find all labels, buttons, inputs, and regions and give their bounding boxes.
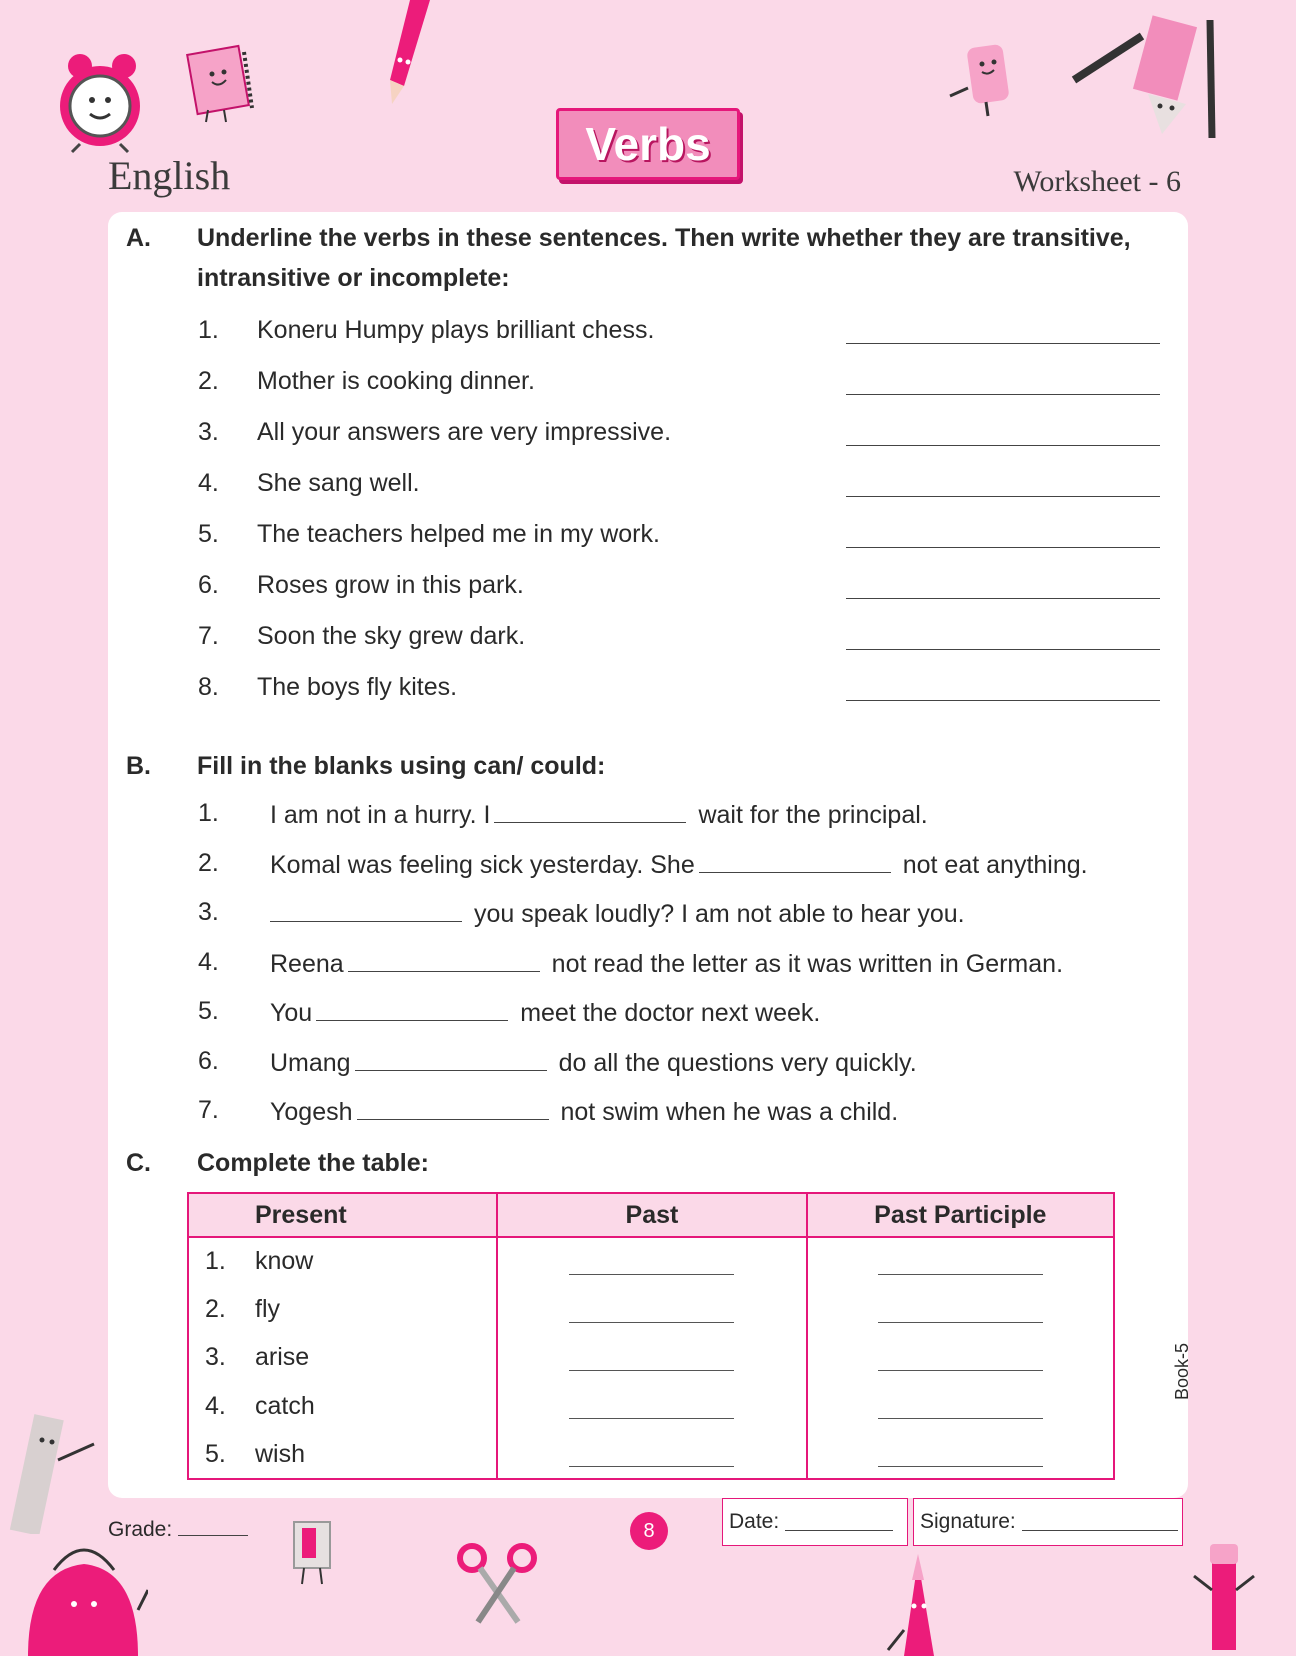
sentence-start: Umang [270,1049,351,1077]
ruler-pencil-icon [1070,10,1220,140]
section-a-item-number: 1. [198,316,219,344]
section-b-item-number: 6. [198,1047,219,1075]
section-c-instruction: Complete the table: [197,1149,429,1177]
fill-in-blank[interactable] [699,849,891,873]
section-b-sentence [270,849,1088,880]
past-cell [497,1285,806,1333]
eraser-icon [946,40,1026,120]
fill-in-blank[interactable] [316,997,508,1021]
grade-blank[interactable] [178,1518,248,1536]
verb-forms-table [187,1192,1115,1480]
section-a-item-number: 3. [198,418,219,446]
section-b-item-number: 5. [198,997,219,1025]
section-a-sentence: All your answers are very impressive. [257,418,672,446]
present-cell [188,1334,497,1382]
section-a-item-number: 5. [198,520,219,548]
section-a-item-number: 7. [198,622,219,650]
table-row [188,1285,1114,1333]
row-number: 3. [205,1343,226,1372]
sentence-start: I am not in a hurry. I [270,801,491,829]
present-cell [188,1237,497,1285]
signature-label: Signature: [920,1510,1016,1533]
sharpener-icon [284,1518,344,1588]
sentence-end: not read the letter as it was written in German. [551,950,1064,978]
sentence-end: wait for the principal. [698,801,928,829]
present-verb: know [255,1247,314,1276]
section-b-sentence [270,799,928,830]
subject-label: English [108,153,231,198]
past-answer-blank[interactable] [569,1259,734,1275]
past-participle-answer-blank[interactable] [878,1451,1043,1467]
section-a-instruction: Underline the verbs in these sentences. Then write whether they are transitive, intransitive or incomplete: [197,224,1131,292]
section-a-answer-line[interactable] [846,393,1160,395]
section-b-item-number: 1. [198,799,219,827]
present-verb: arise [255,1343,310,1372]
book-label: Book-5 [1172,1342,1192,1400]
past-answer-blank[interactable] [569,1307,734,1323]
present-cell [188,1431,497,1479]
past-answer-blank[interactable] [569,1355,734,1371]
section-b-sentence [270,948,1063,979]
present-verb: catch [255,1391,315,1420]
worksheet-number: Worksheet - 6 [1013,165,1181,198]
ruler-icon [8,1410,104,1534]
section-b-item-number: 4. [198,948,219,976]
row-number: 4. [205,1391,226,1420]
present-cell [188,1285,497,1333]
past-answer-blank[interactable] [569,1403,734,1419]
past-participle-cell [807,1285,1114,1333]
table-row [188,1334,1114,1382]
section-a-item-number: 2. [198,367,219,395]
table-row [188,1431,1114,1479]
section-b-sentence [270,898,965,929]
section-b-sentence [270,1096,898,1127]
section-a-item-number: 8. [198,673,219,701]
present-verb: fly [255,1295,280,1324]
fill-in-blank[interactable] [270,898,462,922]
table-row [188,1382,1114,1430]
past-participle-answer-blank[interactable] [878,1307,1043,1323]
past-participle-cell [807,1431,1114,1479]
section-b-item-number: 7. [198,1096,219,1124]
section-a-answer-line[interactable] [846,597,1160,599]
signature-box[interactable] [913,1498,1183,1546]
date-label: Date: [729,1510,780,1533]
signature-blank[interactable] [1022,1513,1178,1531]
past-participle-cell [807,1382,1114,1430]
fill-in-blank[interactable] [494,799,686,823]
section-a-sentence: She sang well. [257,469,420,497]
grade-field[interactable] [108,1518,248,1542]
section-a-sentence: The boys fly kites. [257,673,458,701]
section-a-sentence: Soon the sky grew dark. [257,622,526,650]
section-a-sentence: Roses grow in this park. [257,571,524,599]
section-a-answer-line[interactable] [846,648,1160,650]
table-row [188,1237,1114,1285]
section-a-sentence: Koneru Humpy plays brilliant chess. [257,316,655,344]
date-box[interactable] [722,1498,908,1546]
past-cell [497,1334,806,1382]
alarm-clock-icon [50,44,150,154]
section-a-answer-line[interactable] [846,546,1160,548]
row-number: 1. [205,1247,226,1276]
row-number: 5. [205,1439,226,1468]
section-b-letter: B. [126,752,151,780]
past-cell [497,1382,806,1430]
past-participle-answer-blank[interactable] [878,1355,1043,1371]
table-header-row [188,1193,1114,1237]
grade-label: Grade: [108,1518,173,1541]
section-a-item-number: 4. [198,469,219,497]
pen-icon [1190,1540,1260,1656]
page-number-badge: 8 [630,1512,668,1550]
section-b-sentence [270,997,820,1028]
sentence-start: Komal was feeling sick yesterday. She [270,851,695,879]
pencil-icon [380,0,440,110]
notebook-icon [178,44,264,124]
section-b-item-number: 2. [198,849,219,877]
section-a-item-number: 6. [198,571,219,599]
bag-icon [18,1530,148,1656]
section-a-letter: A. [126,224,151,252]
section-a-sentence: Mother is cooking dinner. [257,367,535,395]
sentence-end: not swim when he was a child. [560,1098,899,1126]
page-title: Verbs [585,118,711,170]
date-blank[interactable] [785,1513,893,1531]
sentence-end: do all the questions very quickly. [558,1049,917,1077]
present-verb: wish [255,1439,306,1468]
column-header-past-participle: Past Participle [807,1193,1114,1237]
fill-in-blank[interactable] [357,1096,549,1120]
past-participle-answer-blank[interactable] [878,1403,1043,1419]
section-b-instruction: Fill in the blanks using can/ could: [197,752,606,780]
section-a-answer-line[interactable] [846,444,1160,446]
present-cell [188,1382,497,1430]
section-a-answer-line[interactable] [846,342,1160,344]
past-cell [497,1237,806,1285]
row-number: 2. [205,1295,226,1324]
past-participle-cell [807,1237,1114,1285]
column-header-past: Past [497,1193,806,1237]
past-answer-blank[interactable] [569,1451,734,1467]
section-b-item-number: 3. [198,898,219,926]
sentence-start: You [270,999,313,1027]
section-b-sentence [270,1047,917,1078]
column-header-present: Present [188,1193,497,1237]
section-a-answer-line[interactable] [846,495,1160,497]
sentence-end: you speak loudly? I am not able to hear you. [474,900,965,928]
past-participle-cell [807,1334,1114,1382]
section-c-letter: C. [126,1149,151,1177]
sentence-start: Yogesh [270,1098,353,1126]
past-participle-answer-blank[interactable] [878,1259,1043,1275]
crayon-icon [884,1550,954,1656]
title-badge [556,108,740,180]
fill-in-blank[interactable] [348,948,540,972]
section-a-sentence: The teachers helped me in my work. [257,520,660,548]
scissors-icon [454,1536,544,1628]
fill-in-blank[interactable] [355,1047,547,1071]
sentence-end: not eat anything. [902,851,1088,879]
sentence-end: meet the doctor next week. [520,999,821,1027]
past-cell [497,1431,806,1479]
section-a-answer-line[interactable] [846,699,1160,701]
sentence-start: Reena [270,950,344,978]
